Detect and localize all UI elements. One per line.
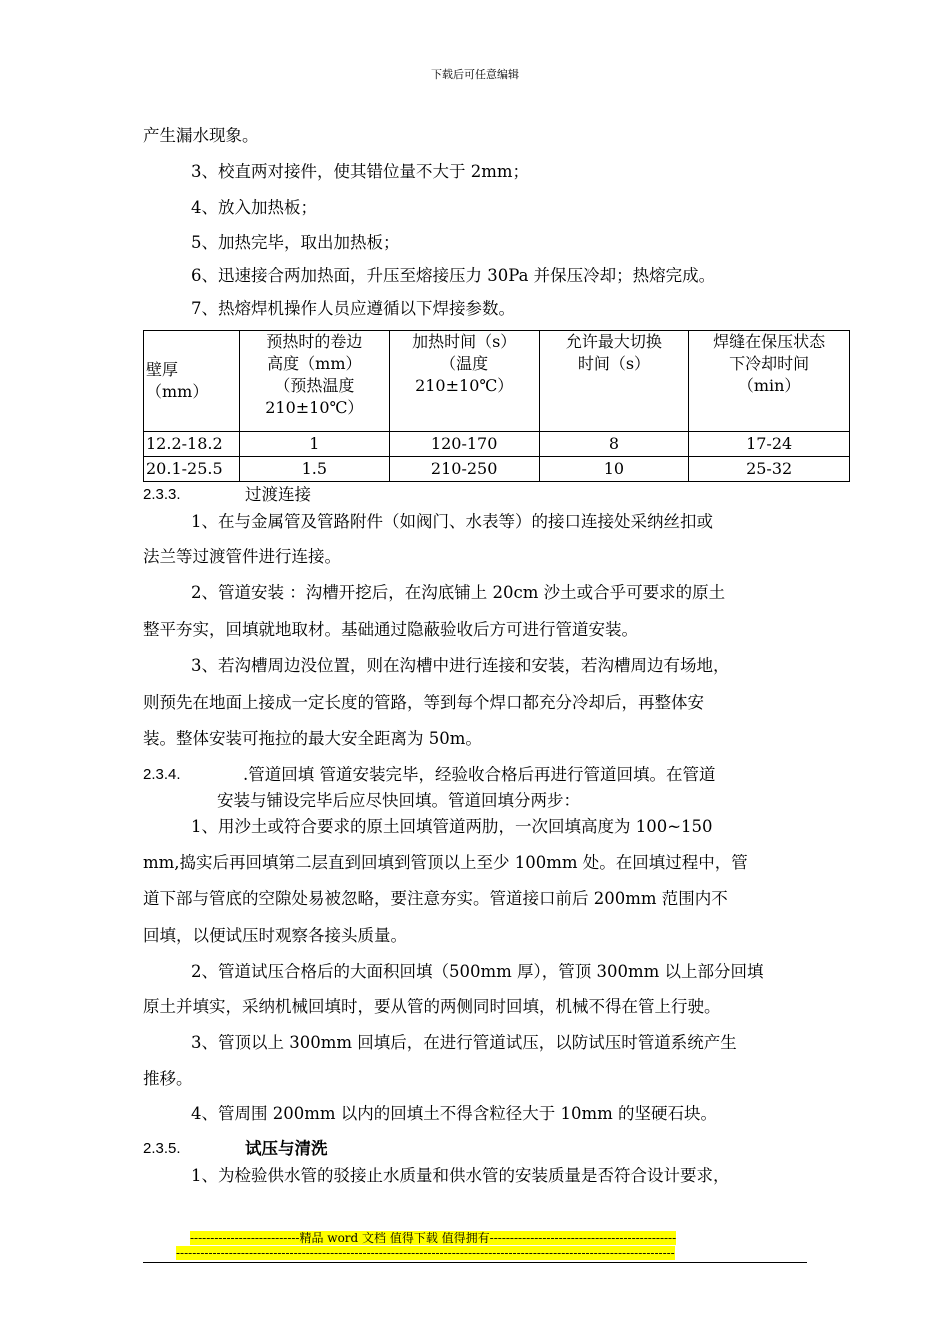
page-header: 下载后可任意编辑 — [431, 68, 519, 81]
header-cell-wall-thickness: 壁厚 （mm） — [144, 331, 240, 432]
welding-parameters-table — [143, 330, 850, 482]
paragraph-line: 回填，以便试压时观察各接头质量。 — [143, 926, 407, 945]
table-cell: 120-170 — [389, 432, 539, 457]
section-heading-233 — [143, 485, 181, 505]
table-cell: 1 — [239, 432, 389, 457]
footer-divider — [143, 1262, 807, 1263]
paragraph-line: 3、若沟槽周边没位置，则在沟槽中进行连接和安装，若沟槽周边有场地， — [191, 656, 730, 675]
footer-dash-line: --------------------------------------------------------------------------------------------------------------------------- — [176, 1246, 675, 1260]
paragraph-line: 3、校直两对接件，使其错位量不大于 2mm； — [191, 162, 530, 181]
paragraph-line: 6、迅速接合两加热面，升压至熔接压力 30Pa 并保压冷却；热熔完成。 — [191, 266, 716, 285]
section-heading-234 — [143, 765, 181, 785]
section-number: 2.3.4. — [143, 766, 181, 783]
paragraph-line: 2、管道安装 ：沟槽开挖后，在沟底铺上 20cm 沙土或合乎可要求的原土 — [191, 583, 726, 602]
table-cell: 12.2-18.2 — [144, 432, 240, 457]
paragraph-line: 4、放入加热板； — [191, 198, 317, 217]
table-cell: 17-24 — [689, 432, 850, 457]
table-row — [144, 432, 850, 457]
paragraph-line: 3、管顶以上 300mm 回填后，在进行管道试压，以防试压时管道系统产生 — [191, 1033, 737, 1052]
table-cell: 25-32 — [689, 457, 850, 482]
section-title: .管道回填 管道安装完毕，经验收合格后再进行管道回填。在管道 — [243, 765, 716, 784]
table-cell: 8 — [539, 432, 689, 457]
paragraph-line: 法兰等过渡管件进行连接。 — [143, 547, 341, 566]
paragraph-line: 7、热熔焊机操作人员应遵循以下焊接参数。 — [191, 299, 515, 318]
header-cell-heating-time: 加热时间（s） （温度 210±10℃） — [389, 331, 539, 432]
header-cell-cooling-time: 焊缝在保压状态 下冷却时间 （min） — [689, 331, 850, 432]
paragraph-line: 5、加热完毕，取出加热板； — [191, 233, 400, 252]
section-title: 试压与清洗 — [245, 1139, 328, 1158]
header-cell-bead-height: 预热时的卷边 高度（mm） （预热温度 210±10℃） — [239, 331, 389, 432]
table-row — [144, 457, 850, 482]
section-heading-235 — [143, 1139, 181, 1159]
paragraph-line: 1、用沙土或符合要求的原土回填管道两肋，一次回填高度为 100~150 — [191, 817, 713, 836]
footer-banner-line: ---------------------------精品 word 文档 值得下载 值得拥有---------------------------------------------- — [190, 1231, 677, 1245]
paragraph-line: 装。整体安装可拖拉的最大安全距离为 50m。 — [143, 729, 482, 748]
paragraph-line: 产生漏水现象。 — [143, 126, 259, 145]
section-title-continued: 安装与铺设完毕后应尽快回填。管道回填分两步： — [217, 791, 580, 810]
paragraph-line: 推移。 — [143, 1069, 193, 1088]
paragraph-line: mm,捣实后再回填第二层直到回填到管顶以上至少 100mm 处。在回填过程中，管 — [143, 853, 748, 872]
paragraph-line: 道下部与管底的空隙处易被忽略，要注意夯实。管道接口前后 200mm 范围内不 — [143, 889, 728, 908]
paragraph-line: 1、为检验供水管的驳接止水质量和供水管的安装质量是否符合设计要求， — [191, 1166, 730, 1185]
paragraph-line: 1、在与金属管及管路附件（如阀门、水表等）的接口连接处采纳丝扣或 — [191, 512, 713, 531]
table-cell: 1.5 — [239, 457, 389, 482]
section-number: 2.3.5. — [143, 1140, 181, 1157]
table-cell: 20.1-25.5 — [144, 457, 240, 482]
table-cell: 10 — [539, 457, 689, 482]
table-header-row — [144, 331, 850, 432]
paragraph-line: 整平夯实，回填就地取材。基础通过隐蔽验收后方可进行管道安装。 — [143, 620, 638, 639]
section-number: 2.3.3. — [143, 486, 181, 503]
table-cell: 210-250 — [389, 457, 539, 482]
section-title: 过渡连接 — [245, 485, 311, 504]
paragraph-line: 则预先在地面上接成一定长度的管路，等到每个焊口都充分冷却后，再整体安 — [143, 693, 704, 712]
paragraph-line: 2、管道试压合格后的大面积回填（500mm 厚），管顶 300mm 以上部分回填 — [191, 962, 764, 981]
paragraph-line: 4、管周围 200mm 以内的回填土不得含粒径大于 10mm 的坚硬石块。 — [191, 1104, 718, 1123]
paragraph-line: 原土并填实，采纳机械回填时，要从管的两侧同时回填，机械不得在管上行驶。 — [143, 997, 721, 1016]
header-cell-switch-time: 允许最大切换 时间（s） — [539, 331, 689, 432]
